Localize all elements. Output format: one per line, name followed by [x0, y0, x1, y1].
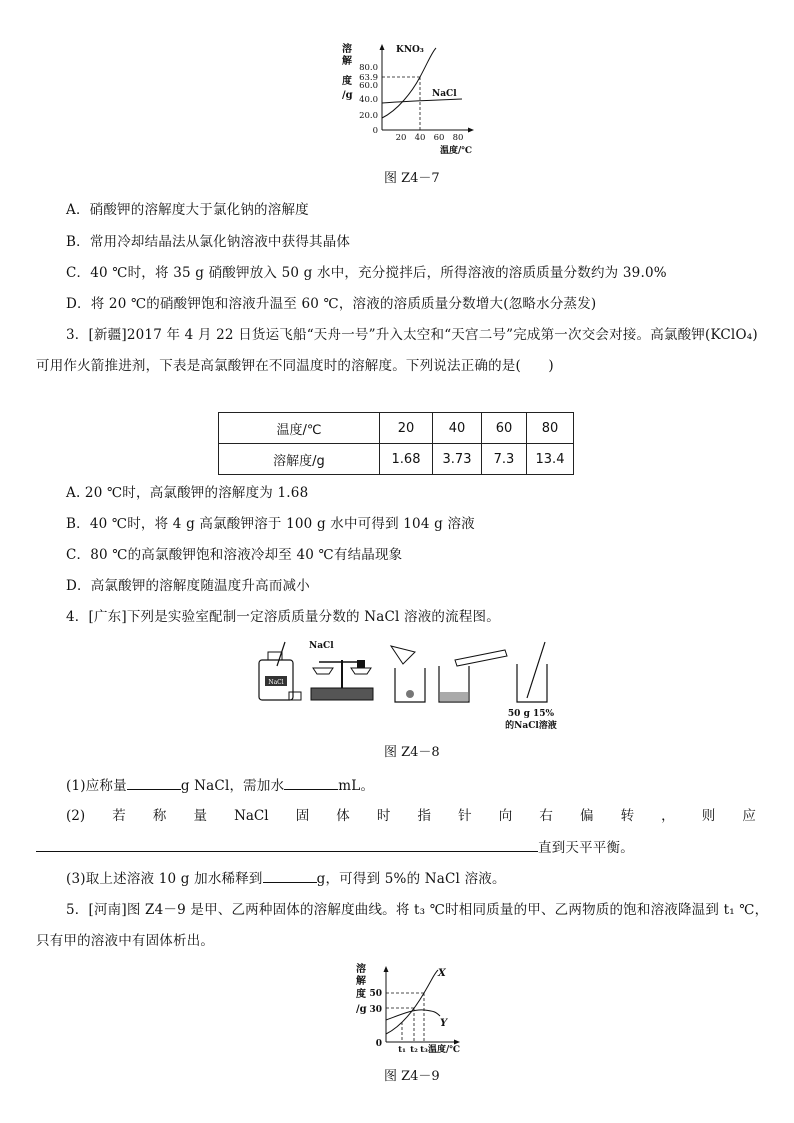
- kno3-curve: [382, 48, 436, 118]
- question-stem: 4．[广东]下列是实验室配制一定溶质质量分数的 NaCl 溶液的流程图。: [66, 609, 500, 625]
- word: 针: [458, 808, 472, 824]
- sub-text: (1)应称量: [66, 778, 127, 794]
- y-tick-label: 30: [369, 1005, 382, 1015]
- x-tick-label: 80: [452, 133, 464, 143]
- word: 转: [620, 808, 635, 824]
- curve-x-label: X: [438, 968, 446, 979]
- x-axis-arrow: [454, 1040, 460, 1045]
- figure-caption: 图 Z4－7: [384, 171, 440, 186]
- x-axis-label: 温度/℃: [427, 1045, 461, 1055]
- y-title-char: 解: [356, 976, 366, 987]
- question-stem: 只有甲的溶液中有固体析出。: [36, 933, 215, 949]
- curve-y: [386, 1010, 440, 1020]
- curve-y-label: Y: [440, 1018, 448, 1029]
- answer-blank[interactable]: [36, 837, 538, 852]
- y-title-char: 度: [356, 989, 366, 1000]
- word: (2): [66, 808, 86, 824]
- question-stem: 3．[新疆]2017 年 4 月 22 日货运飞船“天舟一号”升入太空和“天宫二号”完成第一次交会对接。高氯酸钾(KClO₄): [66, 327, 758, 343]
- balance-base: [311, 688, 373, 700]
- right-pan: [351, 668, 371, 674]
- y-tick-label: 80.0: [359, 63, 378, 73]
- y-tick-label: 60.0: [359, 81, 378, 91]
- y-title-char: /g: [342, 90, 353, 101]
- sub-text: g，可得到 5%的 NaCl 溶液。: [316, 871, 506, 887]
- table-header-cell: 溶解度/g: [219, 444, 380, 475]
- weigh-paper: [391, 646, 415, 664]
- spatula: [277, 642, 285, 666]
- figure-z4-7: [336, 40, 486, 160]
- sub-question-2-cont: [36, 837, 634, 858]
- y-tick-label: 0: [375, 1039, 382, 1049]
- x-axis-label: 温度/℃: [440, 146, 473, 156]
- word: ，: [661, 808, 675, 824]
- table-cell: 7.3: [482, 444, 527, 475]
- word: 指: [417, 808, 432, 824]
- answer-blank[interactable]: [284, 775, 338, 790]
- glass-rod: [527, 642, 545, 698]
- question-stem: 可用作火箭推进剂，下表是高氯酸钾在不同温度时的溶解度。下列说法正确的是( ): [36, 358, 554, 374]
- y-title-char: 度: [342, 76, 352, 87]
- x-tick-label: t₂: [410, 1045, 418, 1055]
- word: 则: [701, 808, 716, 824]
- sub-text: (3)取上述溶液 10 g 加水稀释到: [66, 871, 263, 887]
- word: 时: [376, 808, 391, 824]
- table-cell: 60: [482, 413, 527, 444]
- word: 偏: [579, 808, 594, 824]
- nacl-label: NaCl: [309, 641, 334, 651]
- table-header-cell: 温度/℃: [219, 413, 380, 444]
- word: 量: [193, 808, 207, 824]
- x-tick-label: t₁: [398, 1045, 406, 1055]
- sub-text: g NaCl，需加水: [180, 778, 285, 794]
- table-row: [219, 444, 574, 475]
- table-cell: 20: [380, 413, 433, 444]
- table-cell: 1.68: [380, 444, 433, 475]
- option-b: B．常用冷却结晶法从氯化钠溶液中获得其晶体: [66, 234, 351, 250]
- y-title-char: 解: [342, 56, 352, 67]
- word: 右: [539, 808, 553, 824]
- table-cell: 80: [527, 413, 574, 444]
- x-tick-label: t₃: [420, 1045, 428, 1055]
- y-title-char: 溶: [342, 44, 352, 55]
- x-axis-arrow: [468, 128, 474, 133]
- sub-question-1: [66, 775, 374, 796]
- nacl-label: NaCl: [432, 89, 457, 99]
- word: NaCl: [234, 808, 269, 824]
- answer-blank[interactable]: [127, 775, 181, 790]
- option-c: C．80 ℃的高氯酸钾饱和溶液冷却至 40 ℃有结晶现象: [66, 547, 403, 563]
- x-tick-label: 20: [395, 133, 407, 143]
- sub-question-3: [66, 868, 506, 889]
- weight: [357, 660, 365, 668]
- left-pan: [313, 668, 333, 674]
- option-b: B．40 ℃时，将 4 g 高氯酸钾溶于 100 g 水中可得到 104 g 溶液: [66, 516, 475, 532]
- y-axis-arrow: [380, 44, 385, 50]
- word: 体: [336, 808, 350, 824]
- table-cell: 13.4: [527, 444, 574, 475]
- word: 向: [498, 808, 513, 824]
- table-cell: 40: [433, 413, 482, 444]
- word: 若: [112, 808, 126, 824]
- solution-label: 的NaCl溶液: [505, 721, 557, 731]
- option-d: D．高氯酸钾的溶解度随温度升高而减小: [66, 578, 310, 594]
- y-title-char: /g: [356, 1004, 367, 1015]
- figure-z4-8: [255, 636, 575, 732]
- word: 固: [295, 808, 310, 824]
- beaker-liquid: [440, 692, 468, 701]
- word: 称: [152, 808, 167, 824]
- table-cell: 3.73: [433, 444, 482, 475]
- word: 应: [742, 808, 756, 824]
- solution-label: 50 g 15%: [507, 709, 555, 719]
- figure-caption: 图 Z4－9: [384, 1069, 440, 1084]
- sub-text: mL。: [338, 778, 375, 794]
- x-tick-label: 60: [433, 133, 445, 143]
- option-a: A．硝酸钾的溶解度大于氯化钠的溶解度: [66, 202, 309, 218]
- solubility-table: [218, 412, 574, 475]
- question-stem: 5．[河南]图 Z4－9 是甲、乙两种固体的溶解度曲线。将 t₃ ℃时相同质量的甲、乙两物质的饱和溶液降温到 t₁ ℃，: [66, 902, 769, 918]
- table-row: [219, 413, 574, 444]
- y-tick-label: 63.9: [359, 73, 378, 83]
- answer-blank[interactable]: [263, 868, 317, 883]
- y-tick-label: 50: [369, 989, 382, 999]
- y-tick-label: 0: [372, 126, 378, 136]
- curve-x: [386, 970, 438, 1034]
- x-tick-label: 40: [414, 133, 426, 143]
- measuring-cylinder: [455, 650, 507, 666]
- sub-text: 直到天平平衡。: [538, 840, 634, 856]
- figure-z4-9: [352, 960, 472, 1058]
- figure-caption: 图 Z4－8: [384, 745, 440, 760]
- kno3-label: KNO₃: [396, 45, 424, 55]
- option-a: A. 20 ℃时，高氯酸钾的溶解度为 1.68: [66, 485, 309, 501]
- solid-particles: [406, 690, 414, 698]
- stopper: [289, 692, 301, 700]
- y-tick-label: 40.0: [359, 95, 378, 105]
- nacl-curve: [382, 99, 462, 103]
- y-axis-arrow: [384, 966, 389, 972]
- option-d: D．将 20 ℃的硝酸钾饱和溶液升温至 60 ℃，溶液的溶质质量分数增大(忽略水分蒸发): [66, 296, 597, 312]
- y-tick-label: 20.0: [359, 111, 378, 121]
- option-c: C．40 ℃时，将 35 g 硝酸钾放入 50 g 水中，充分搅拌后，所得溶液的溶质质量分数约为 39.0%: [66, 265, 667, 281]
- bottle-label-text: NaCl: [268, 679, 284, 686]
- y-title-char: 溶: [356, 964, 366, 975]
- sub-question-2: [66, 806, 756, 826]
